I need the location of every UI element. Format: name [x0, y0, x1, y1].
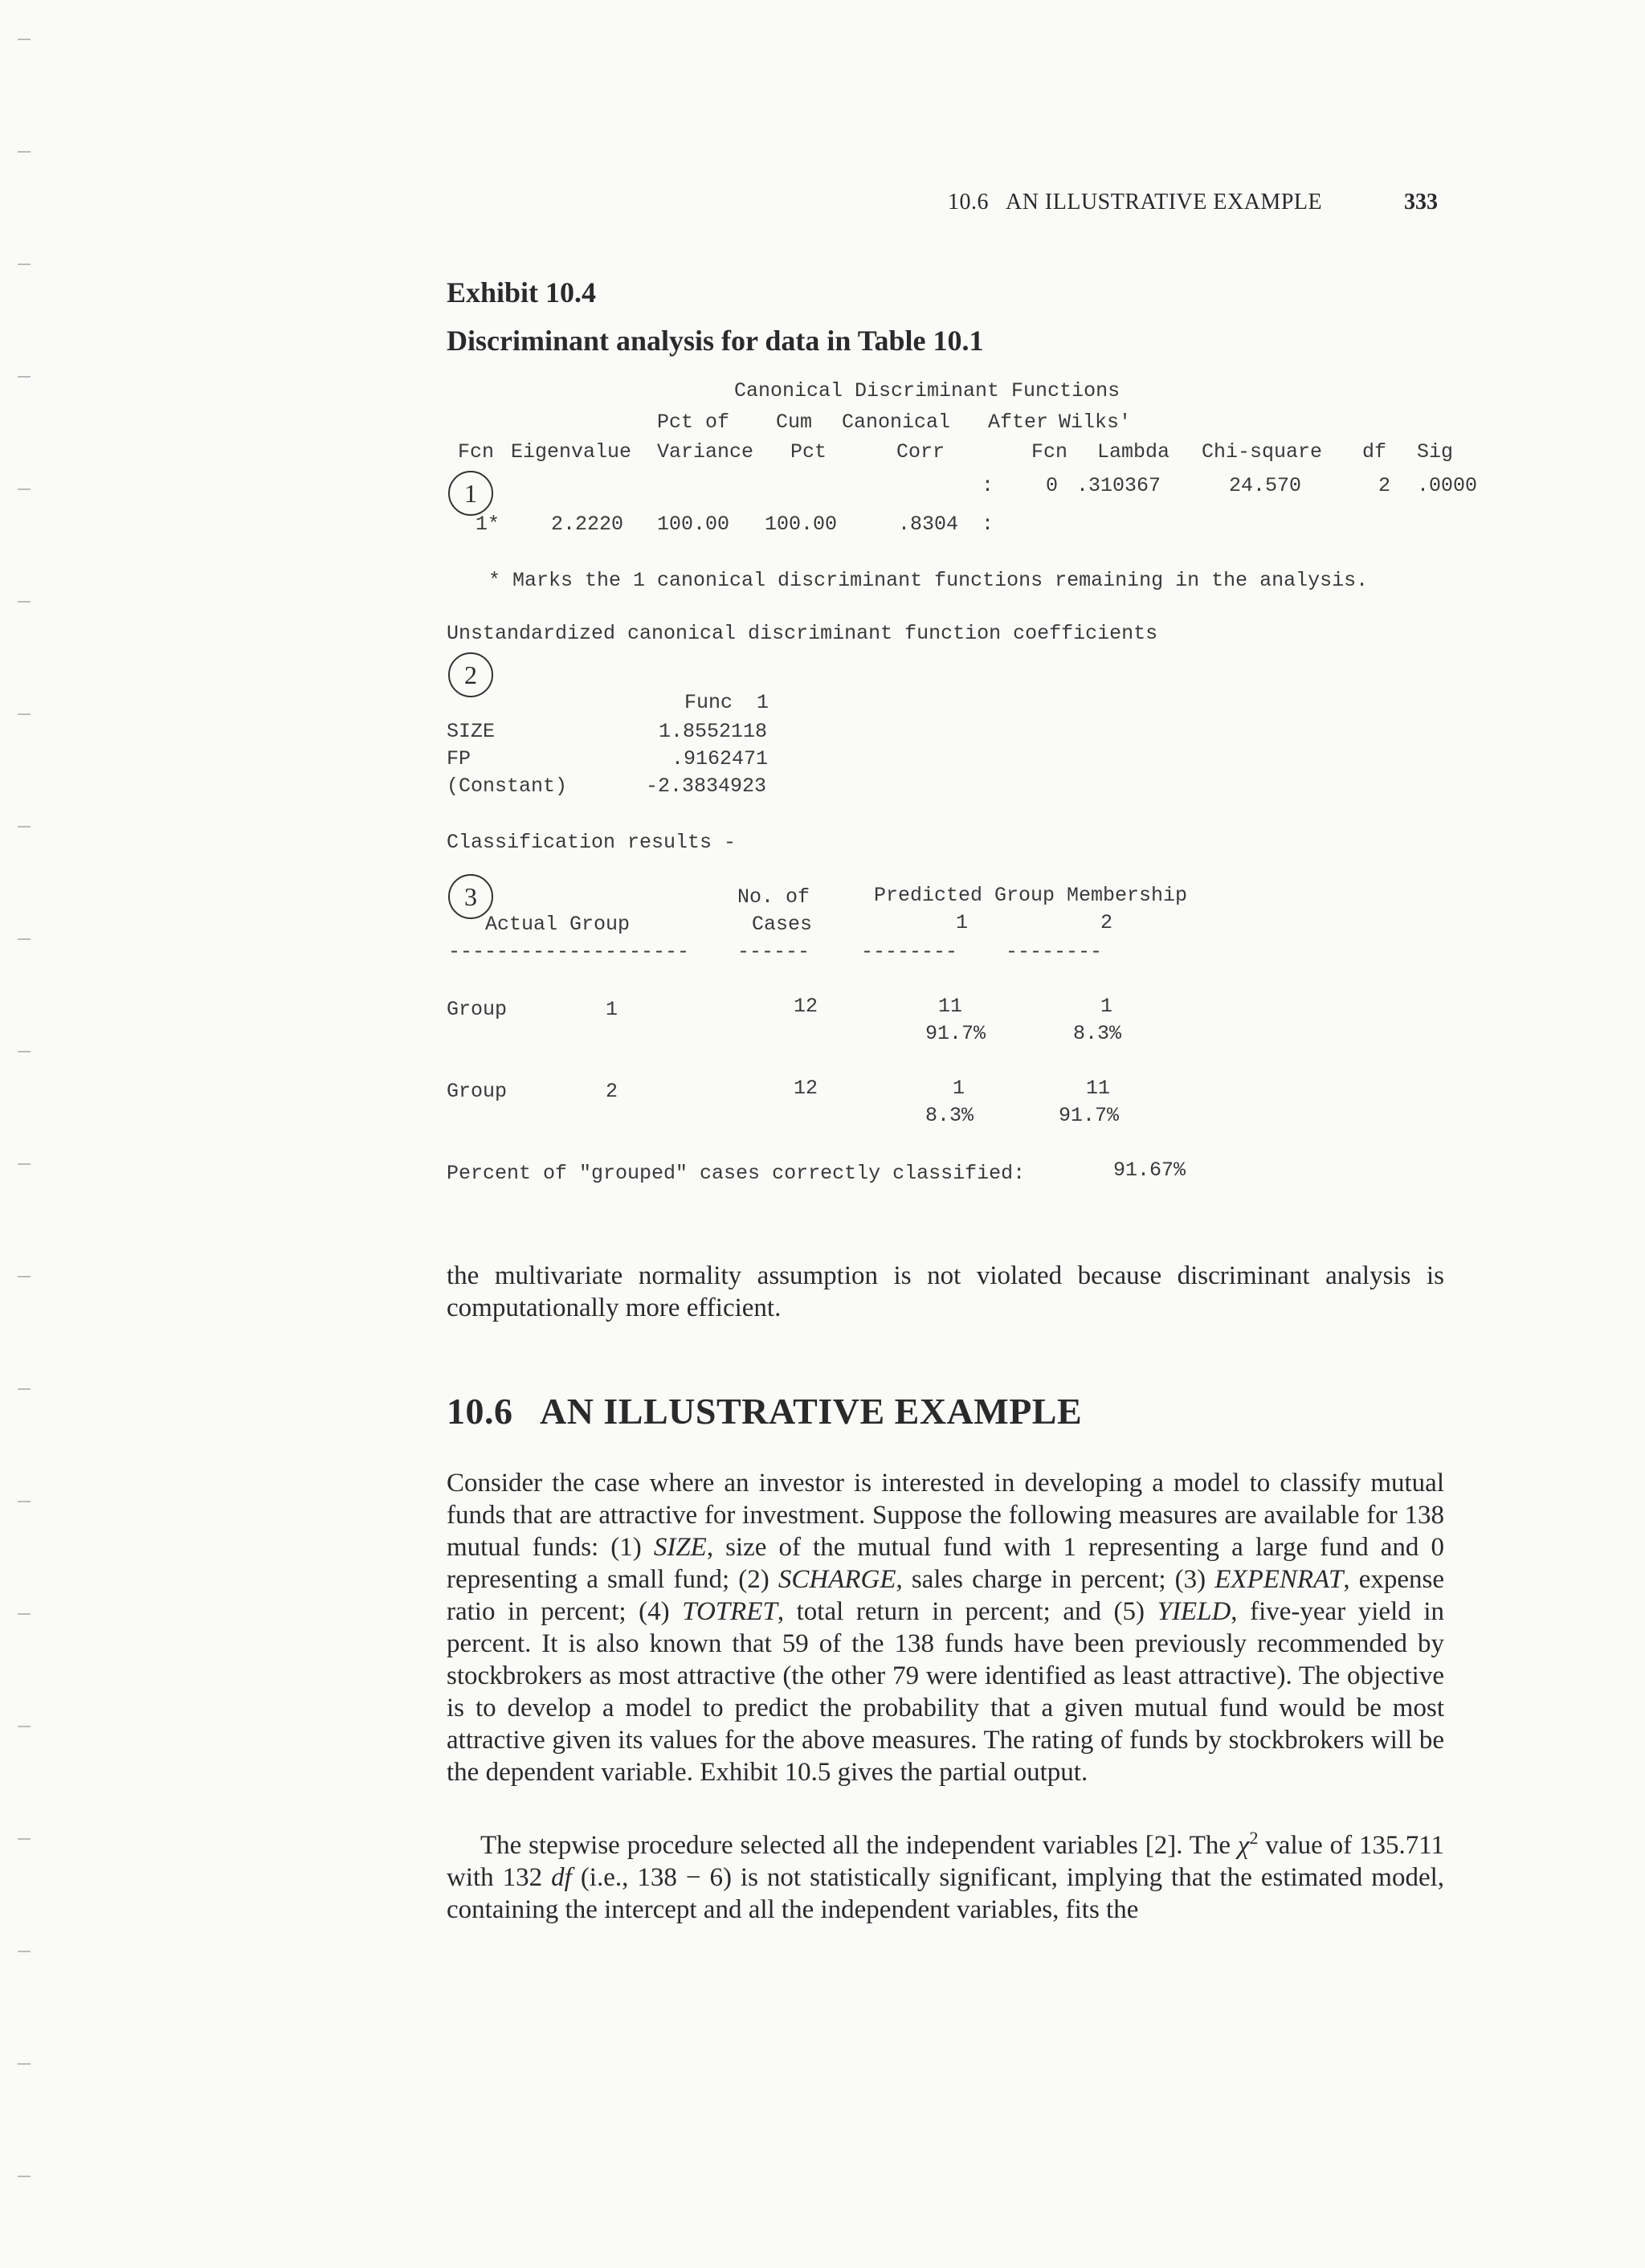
- running-head-section: 10.6: [948, 190, 989, 215]
- col-canonical: Canonical: [842, 411, 951, 434]
- rule-cases: ------: [737, 940, 810, 963]
- col-pct: Pct: [790, 440, 827, 464]
- col-fcn-after: Fcn: [1031, 440, 1068, 464]
- chi-square-value: 24.570: [1229, 474, 1302, 497]
- col-predicted-group: Predicted Group Membership: [874, 884, 1188, 907]
- section-title: AN ILLUSTRATIVE EXAMPLE: [539, 1391, 1083, 1432]
- group-1-num: 1: [606, 998, 618, 1021]
- func-header: Func 1: [684, 691, 769, 714]
- after-colon: :: [982, 474, 994, 497]
- percent-correct-value: 91.67%: [1113, 1159, 1186, 1182]
- df-value: 2: [1378, 474, 1391, 497]
- col-group-1: 1: [956, 911, 969, 934]
- p1-text-e: , total return in percent; and (5): [777, 1597, 1157, 1626]
- coef-value-constant: -2.3834923: [646, 774, 767, 798]
- coef-value-size: 1.8552118: [659, 720, 768, 743]
- col-pct-of: Pct of: [657, 411, 730, 434]
- group-1-cases: 12: [794, 995, 818, 1018]
- paragraph-top: the multivariate normality assumption is not violated because discriminant analysis is computationally more efficient.: [447, 1261, 1444, 1322]
- paragraph-2: [447, 1822, 1444, 1926]
- var-totret: TOTRET: [682, 1597, 778, 1626]
- rule-group-1: --------: [861, 940, 958, 963]
- exhibit-title: Discriminant analysis for data in Table 10.1: [447, 325, 984, 357]
- fcn-colon: :: [982, 513, 994, 536]
- p1-text-a: Consider the case where an investor is interested in developing a model to classify mutual funds that are attractive for investment. Suppose the following measures are available for 138 mutual funds: (1): [447, 1469, 1444, 1562]
- exhibit-label: Exhibit 10.4: [447, 276, 597, 309]
- coef-name-fp: FP: [447, 747, 471, 770]
- canonical-note: * Marks the 1 canonical discriminant functions remaining in the analysis.: [488, 569, 1369, 592]
- df-italic: df: [551, 1863, 572, 1892]
- var-scharge: SCHARGE: [778, 1565, 896, 1594]
- marker-2: 2: [448, 652, 493, 697]
- col-fcn: Fcn: [458, 440, 495, 464]
- col-group-2: 2: [1100, 911, 1113, 934]
- group-1-pct-2: 8.3%: [1073, 1022, 1122, 1045]
- group-2-label: Group: [447, 1080, 508, 1103]
- p1-text-c: , sales charge in percent; (3): [896, 1565, 1215, 1594]
- wilks-lambda-value: .310367: [1076, 474, 1161, 497]
- section-number: 10.6: [447, 1391, 513, 1432]
- group-1-pred-2: 1: [1100, 995, 1113, 1018]
- var-expenrat: EXPENRAT: [1214, 1565, 1344, 1594]
- group-2-pred-2: 11: [1086, 1077, 1111, 1100]
- paragraph-1: [447, 1467, 1444, 1788]
- marker-1: 1: [448, 471, 493, 516]
- section-heading: [447, 1390, 1082, 1432]
- rule-actual: --------------------: [448, 940, 690, 963]
- rule-group-2: --------: [1006, 940, 1103, 963]
- fcn-value: 1*: [476, 513, 500, 536]
- percent-correct-label: Percent of "grouped" cases correctly classified:: [447, 1162, 1026, 1185]
- col-cases: Cases: [752, 913, 813, 936]
- var-yield: YIELD: [1157, 1597, 1231, 1626]
- cum-pct-value: 100.00: [765, 513, 838, 536]
- classification-heading: Classification results -: [447, 831, 737, 854]
- col-cum: Cum: [776, 411, 813, 434]
- col-no-of: No. of: [737, 885, 810, 909]
- var-size: SIZE: [653, 1533, 707, 1562]
- running-head: [948, 190, 1322, 215]
- col-df: df: [1362, 440, 1387, 464]
- p2-text-a: The stepwise procedure selected all the independent variables [2]. The: [480, 1831, 1238, 1860]
- col-after: After: [988, 411, 1049, 434]
- p2-text-b: value of 135.711 with 132: [447, 1831, 1445, 1892]
- p1-text-b: , size of the mutual fund with 1 representing a large fund and 0 representing a small fund; (2): [447, 1533, 1444, 1594]
- eigenvalue-value: 2.2220: [551, 513, 624, 536]
- coef-name-constant: (Constant): [447, 774, 568, 798]
- after-fcn: 0: [1046, 474, 1059, 497]
- chi-superscript: 2: [1249, 1828, 1259, 1848]
- coef-name-size: SIZE: [447, 720, 496, 743]
- p2-text-c: (i.e., 138 − 6) is not statistically significant, implying that the estimated model, containing the intercept and all the independent variables, fits the: [447, 1863, 1445, 1924]
- group-1-label: Group: [447, 998, 508, 1021]
- variance-value: 100.00: [657, 513, 730, 536]
- chi-symbol: χ: [1237, 1831, 1250, 1860]
- col-sig: Sig: [1417, 440, 1454, 464]
- group-1-pred-1: 11: [938, 995, 963, 1018]
- coefficients-heading: Unstandardized canonical discriminant function coefficients: [447, 622, 1158, 645]
- marker-3: 3: [448, 874, 493, 919]
- coef-value-fp: .9162471: [671, 747, 769, 770]
- page-number: 333: [1404, 190, 1438, 215]
- sig-value: .0000: [1417, 474, 1478, 497]
- p1-text-d: , expense ratio in percent; (4): [447, 1565, 1444, 1626]
- col-wilks: Wilks': [1059, 411, 1132, 434]
- col-chi-square: Chi-square: [1202, 440, 1323, 464]
- col-eigenvalue: Eigenvalue: [511, 440, 632, 464]
- group-1-pct-1: 91.7%: [925, 1022, 986, 1045]
- canonical-corr-value: .8304: [898, 513, 959, 536]
- p1-text-f: , five-year yield in percent. It is also known that 59 of the 138 funds have been previously recommended by stockbrokers as most attractive (the other 79 were identified as least attractive). The objective is to develop a model to predict the probability that a given mutual fund would be most attractive given its values for the above measures. The rating of funds by stockbrokers will be the dependent variable. Exhibit 10.5 gives the partial output.: [447, 1597, 1444, 1787]
- col-lambda: Lambda: [1097, 440, 1170, 464]
- group-2-pct-2: 91.7%: [1059, 1104, 1120, 1127]
- col-variance: Variance: [657, 440, 754, 464]
- col-corr: Corr: [896, 440, 945, 464]
- group-2-cases: 12: [794, 1077, 818, 1100]
- group-2-num: 2: [606, 1080, 618, 1103]
- col-actual-group: Actual Group: [485, 913, 631, 936]
- running-head-title: AN ILLUSTRATIVE EXAMPLE: [1005, 190, 1323, 215]
- canonical-heading: Canonical Discriminant Functions: [734, 379, 1120, 403]
- group-2-pct-1: 8.3%: [925, 1104, 974, 1127]
- group-2-pred-1: 1: [953, 1077, 965, 1100]
